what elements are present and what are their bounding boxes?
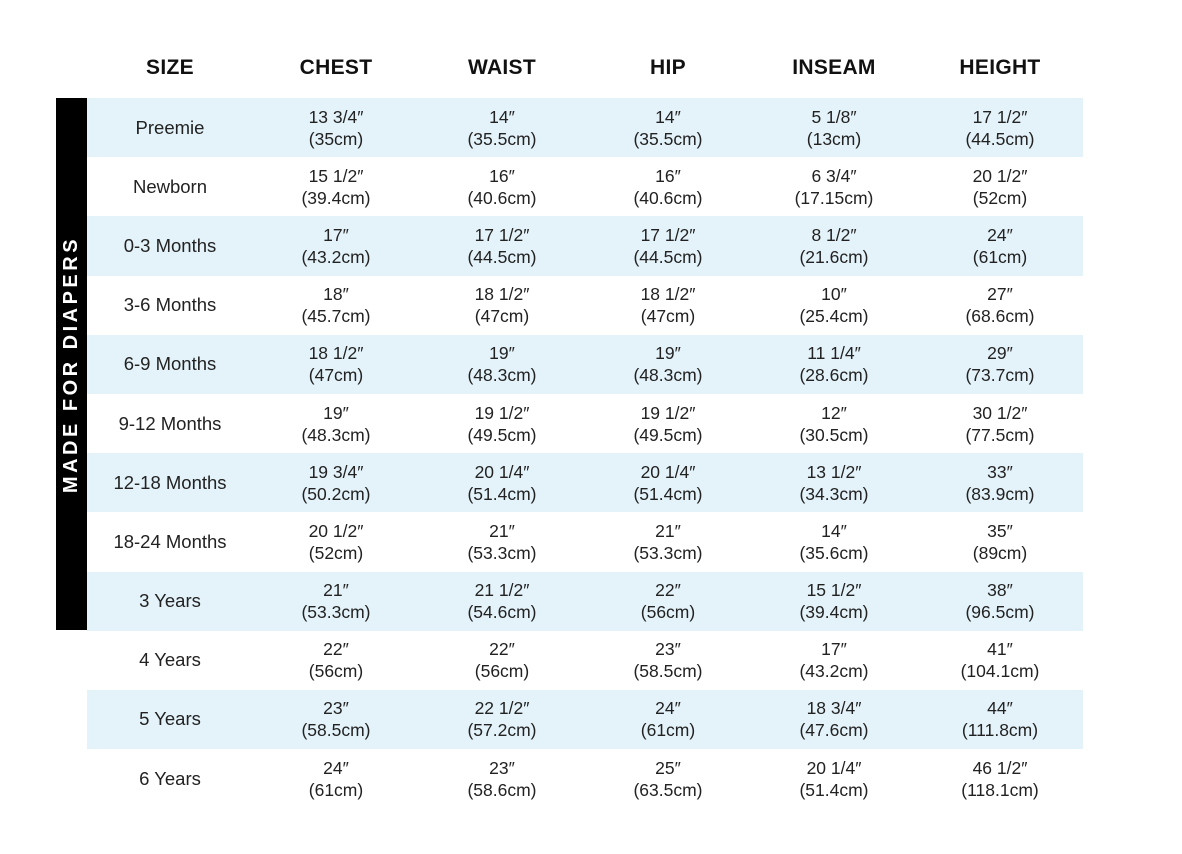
height-inches: 46 1/2″ bbox=[972, 757, 1028, 778]
table-row bbox=[87, 690, 1083, 749]
size-label: 18-24 Months bbox=[113, 530, 227, 552]
chest-cm: (47cm) bbox=[308, 365, 364, 386]
inseam-cm: (25.4cm) bbox=[799, 306, 869, 327]
table-row bbox=[87, 394, 1083, 453]
hip-cell bbox=[585, 697, 751, 741]
waist-cell bbox=[419, 224, 585, 268]
header-height: HEIGHT bbox=[959, 56, 1041, 79]
inseam-inches: 12″ bbox=[821, 402, 847, 423]
chest-cell bbox=[253, 224, 419, 268]
inseam-inches: 15 1/2″ bbox=[806, 580, 862, 601]
inseam-cm: (51.4cm) bbox=[799, 779, 869, 800]
waist-inches: 17 1/2″ bbox=[474, 224, 530, 245]
height-cell bbox=[917, 697, 1083, 741]
height-cm: (104.1cm) bbox=[960, 661, 1040, 682]
height-cm: (96.5cm) bbox=[965, 602, 1035, 623]
height-inches: 38″ bbox=[987, 580, 1013, 601]
hip-inches: 16″ bbox=[655, 165, 681, 186]
height-cell bbox=[917, 520, 1083, 564]
chest-cm: (48.3cm) bbox=[301, 424, 371, 445]
waist-inches: 18 1/2″ bbox=[474, 284, 530, 305]
inseam-inches: 6 3/4″ bbox=[811, 165, 857, 186]
height-cell bbox=[917, 402, 1083, 446]
height-cell bbox=[917, 224, 1083, 268]
inseam-cm: (13cm) bbox=[806, 128, 862, 149]
height-cm: (111.8cm) bbox=[961, 720, 1039, 741]
inseam-cell bbox=[751, 402, 917, 446]
chest-cm: (45.7cm) bbox=[301, 306, 371, 327]
hip-cell bbox=[585, 638, 751, 682]
chest-cm: (53.3cm) bbox=[301, 602, 371, 623]
waist-cm: (54.6cm) bbox=[467, 602, 537, 623]
height-cell bbox=[917, 757, 1083, 801]
chest-cm: (43.2cm) bbox=[301, 246, 371, 267]
waist-cm: (40.6cm) bbox=[467, 187, 537, 208]
chest-inches: 18″ bbox=[323, 284, 349, 305]
waist-cm: (56cm) bbox=[474, 661, 530, 682]
height-inches: 17 1/2″ bbox=[972, 106, 1028, 127]
inseam-cell bbox=[751, 757, 917, 801]
hip-cm: (40.6cm) bbox=[633, 187, 703, 208]
height-cell bbox=[917, 342, 1083, 386]
inseam-cell bbox=[751, 461, 917, 505]
hip-cell bbox=[585, 342, 751, 386]
height-inches: 44″ bbox=[987, 698, 1013, 719]
chest-cell bbox=[253, 342, 419, 386]
chest-inches: 19 3/4″ bbox=[308, 461, 364, 482]
height-cm: (89cm) bbox=[972, 542, 1028, 563]
chest-cm: (58.5cm) bbox=[301, 720, 371, 741]
hip-inches: 19 1/2″ bbox=[640, 402, 696, 423]
hip-cm: (47cm) bbox=[640, 306, 696, 327]
waist-cm: (53.3cm) bbox=[467, 542, 537, 563]
inseam-cell bbox=[751, 224, 917, 268]
size-label: Newborn bbox=[132, 175, 208, 197]
hip-cm: (61cm) bbox=[640, 720, 696, 741]
hip-cm: (35.5cm) bbox=[633, 128, 703, 149]
chest-inches: 18 1/2″ bbox=[308, 343, 364, 364]
chest-inches: 13 3/4″ bbox=[308, 106, 364, 127]
hip-cm: (53.3cm) bbox=[633, 542, 703, 563]
chest-cell bbox=[253, 579, 419, 623]
inseam-cm: (39.4cm) bbox=[799, 602, 869, 623]
header-inseam: INSEAM bbox=[792, 56, 876, 79]
chest-cm: (61cm) bbox=[308, 779, 364, 800]
table-row bbox=[87, 98, 1083, 157]
chest-inches: 21″ bbox=[323, 580, 349, 601]
waist-cell bbox=[419, 757, 585, 801]
chest-cell bbox=[253, 165, 419, 209]
header-waist: WAIST bbox=[468, 56, 536, 79]
hip-cm: (51.4cm) bbox=[633, 483, 703, 504]
chest-cm: (56cm) bbox=[308, 661, 364, 682]
waist-cell bbox=[419, 579, 585, 623]
hip-cm: (56cm) bbox=[640, 602, 696, 623]
waist-inches: 22″ bbox=[489, 639, 515, 660]
inseam-inches: 8 1/2″ bbox=[811, 224, 857, 245]
waist-inches: 20 1/4″ bbox=[474, 461, 530, 482]
size-label: 5 Years bbox=[139, 708, 201, 730]
height-inches: 33″ bbox=[987, 461, 1013, 482]
height-inches: 27″ bbox=[987, 284, 1013, 305]
hip-cell bbox=[585, 283, 751, 327]
waist-inches: 14″ bbox=[489, 106, 515, 127]
height-cell bbox=[917, 461, 1083, 505]
waist-cell bbox=[419, 342, 585, 386]
hip-inches: 22″ bbox=[655, 580, 681, 601]
height-cm: (61cm) bbox=[972, 246, 1028, 267]
inseam-inches: 5 1/8″ bbox=[811, 106, 857, 127]
table-row bbox=[87, 276, 1083, 335]
size-label: Preemie bbox=[135, 116, 205, 138]
height-cell bbox=[917, 106, 1083, 150]
hip-cm: (63.5cm) bbox=[633, 779, 703, 800]
waist-cell bbox=[419, 520, 585, 564]
waist-inches: 19″ bbox=[489, 343, 515, 364]
inseam-cm: (43.2cm) bbox=[799, 661, 869, 682]
hip-inches: 19″ bbox=[655, 343, 681, 364]
chest-cm: (50.2cm) bbox=[301, 483, 371, 504]
inseam-cm: (17.15cm) bbox=[794, 187, 874, 208]
inseam-inches: 18 3/4″ bbox=[806, 698, 862, 719]
inseam-cell bbox=[751, 165, 917, 209]
height-cm: (52cm) bbox=[972, 187, 1028, 208]
height-inches: 24″ bbox=[987, 224, 1013, 245]
height-inches: 20 1/2″ bbox=[972, 165, 1028, 186]
chest-cell bbox=[253, 697, 419, 741]
hip-cell bbox=[585, 461, 751, 505]
inseam-cm: (34.3cm) bbox=[799, 483, 869, 504]
chest-cell bbox=[253, 461, 419, 505]
inseam-cm: (47.6cm) bbox=[799, 720, 869, 741]
waist-cell bbox=[419, 283, 585, 327]
waist-inches: 23″ bbox=[489, 757, 515, 778]
chest-cell bbox=[253, 402, 419, 446]
inseam-cm: (35.6cm) bbox=[799, 542, 869, 563]
height-cell bbox=[917, 579, 1083, 623]
chest-cell bbox=[253, 283, 419, 327]
height-inches: 41″ bbox=[987, 639, 1013, 660]
table-row bbox=[87, 216, 1083, 275]
chest-cell bbox=[253, 106, 419, 150]
waist-cell bbox=[419, 106, 585, 150]
chest-inches: 24″ bbox=[323, 757, 349, 778]
hip-inches: 20 1/4″ bbox=[640, 461, 696, 482]
waist-cm: (47cm) bbox=[474, 306, 530, 327]
inseam-cell bbox=[751, 520, 917, 564]
table-row bbox=[87, 572, 1083, 631]
hip-cell bbox=[585, 579, 751, 623]
chest-cm: (39.4cm) bbox=[301, 187, 371, 208]
height-inches: 35″ bbox=[987, 520, 1013, 541]
height-cm: (77.5cm) bbox=[965, 424, 1035, 445]
chest-cell bbox=[253, 757, 419, 801]
height-cell bbox=[917, 638, 1083, 682]
waist-cell bbox=[419, 461, 585, 505]
size-label: 6-9 Months bbox=[123, 353, 217, 375]
chest-inches: 15 1/2″ bbox=[308, 165, 364, 186]
waist-cm: (49.5cm) bbox=[467, 424, 537, 445]
hip-cm: (44.5cm) bbox=[633, 246, 703, 267]
inseam-cm: (28.6cm) bbox=[799, 365, 869, 386]
hip-cell bbox=[585, 224, 751, 268]
hip-cm: (49.5cm) bbox=[633, 424, 703, 445]
waist-inches: 22 1/2″ bbox=[474, 698, 530, 719]
inseam-inches: 11 1/4″ bbox=[807, 343, 861, 364]
size-table-body bbox=[87, 98, 1083, 808]
chest-cell bbox=[253, 638, 419, 682]
chest-cm: (35cm) bbox=[308, 128, 364, 149]
waist-cm: (44.5cm) bbox=[467, 246, 537, 267]
inseam-inches: 14″ bbox=[821, 520, 847, 541]
chest-inches: 19″ bbox=[323, 402, 349, 423]
hip-inches: 14″ bbox=[655, 106, 681, 127]
waist-cm: (57.2cm) bbox=[467, 720, 537, 741]
inseam-cell bbox=[751, 283, 917, 327]
size-label: 4 Years bbox=[139, 649, 201, 671]
size-label: 12-18 Months bbox=[113, 471, 227, 493]
chest-inches: 23″ bbox=[323, 698, 349, 719]
hip-cell bbox=[585, 165, 751, 209]
chest-cell bbox=[253, 520, 419, 564]
waist-inches: 16″ bbox=[489, 165, 515, 186]
header-size: SIZE bbox=[146, 56, 194, 79]
size-label: 9-12 Months bbox=[118, 412, 222, 434]
inseam-cell bbox=[751, 106, 917, 150]
inseam-cm: (21.6cm) bbox=[799, 246, 869, 267]
hip-inches: 25″ bbox=[655, 757, 681, 778]
inseam-inches: 10″ bbox=[821, 284, 847, 305]
waist-cm: (35.5cm) bbox=[467, 128, 537, 149]
inseam-cm: (30.5cm) bbox=[799, 424, 869, 445]
waist-cm: (48.3cm) bbox=[467, 365, 537, 386]
made-for-diapers-band bbox=[56, 98, 87, 630]
table-row bbox=[87, 453, 1083, 512]
height-inches: 30 1/2″ bbox=[972, 402, 1028, 423]
height-cm: (73.7cm) bbox=[965, 365, 1035, 386]
inseam-cell bbox=[751, 638, 917, 682]
chest-inches: 20 1/2″ bbox=[308, 520, 364, 541]
waist-cm: (58.6cm) bbox=[467, 779, 537, 800]
table-row bbox=[87, 749, 1083, 808]
chest-inches: 17″ bbox=[323, 224, 349, 245]
hip-inches: 17 1/2″ bbox=[640, 224, 696, 245]
size-label: 6 Years bbox=[139, 767, 201, 789]
hip-inches: 23″ bbox=[655, 639, 681, 660]
height-cm: (44.5cm) bbox=[965, 128, 1035, 149]
height-cell bbox=[917, 165, 1083, 209]
hip-inches: 18 1/2″ bbox=[640, 284, 696, 305]
inseam-inches: 17″ bbox=[821, 639, 847, 660]
table-row bbox=[87, 512, 1083, 571]
waist-cell bbox=[419, 402, 585, 446]
waist-cell bbox=[419, 697, 585, 741]
hip-cell bbox=[585, 757, 751, 801]
chest-cm: (52cm) bbox=[308, 542, 364, 563]
inseam-cell bbox=[751, 342, 917, 386]
inseam-cell bbox=[751, 697, 917, 741]
table-header bbox=[87, 42, 1083, 94]
table-row bbox=[87, 631, 1083, 690]
table-row bbox=[87, 335, 1083, 394]
waist-inches: 21 1/2″ bbox=[474, 580, 530, 601]
hip-cell bbox=[585, 402, 751, 446]
height-cm: (118.1cm) bbox=[961, 779, 1039, 800]
waist-cm: (51.4cm) bbox=[467, 483, 537, 504]
height-cell bbox=[917, 283, 1083, 327]
hip-cell bbox=[585, 106, 751, 150]
height-cm: (68.6cm) bbox=[965, 306, 1035, 327]
height-cm: (83.9cm) bbox=[965, 483, 1035, 504]
waist-inches: 19 1/2″ bbox=[474, 402, 530, 423]
size-label: 3-6 Months bbox=[123, 294, 217, 316]
table-row bbox=[87, 157, 1083, 216]
waist-cell bbox=[419, 165, 585, 209]
header-hip: HIP bbox=[650, 56, 686, 79]
hip-cm: (48.3cm) bbox=[633, 365, 703, 386]
hip-inches: 21″ bbox=[655, 520, 681, 541]
waist-inches: 21″ bbox=[489, 520, 515, 541]
chest-inches: 22″ bbox=[323, 639, 349, 660]
height-inches: 29″ bbox=[987, 343, 1013, 364]
waist-cell bbox=[419, 638, 585, 682]
hip-cell bbox=[585, 520, 751, 564]
inseam-cell bbox=[751, 579, 917, 623]
header-chest: CHEST bbox=[299, 56, 373, 79]
inseam-inches: 20 1/4″ bbox=[806, 757, 862, 778]
hip-inches: 24″ bbox=[655, 698, 681, 719]
made-for-diapers-label: MADE FOR DIAPERS bbox=[60, 235, 82, 493]
size-label: 0-3 Months bbox=[123, 234, 217, 256]
size-label: 3 Years bbox=[139, 590, 201, 612]
inseam-inches: 13 1/2″ bbox=[806, 461, 862, 482]
hip-cm: (58.5cm) bbox=[633, 661, 703, 682]
